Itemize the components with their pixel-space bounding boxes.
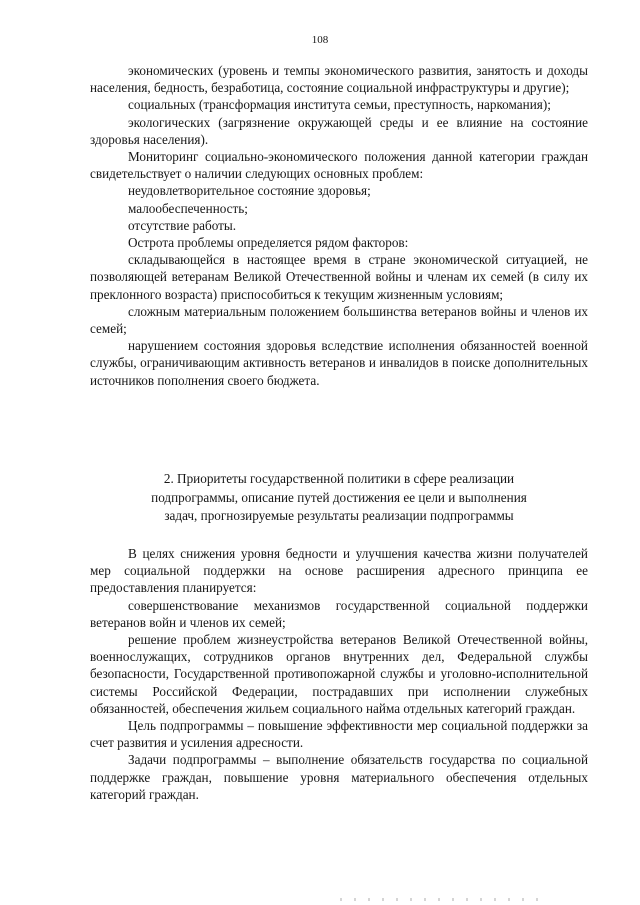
body-text-top xyxy=(90,62,588,389)
paragraph: совершенствование механизмов государственной социальной поддержки ветеранов войн и членов их семей; xyxy=(90,597,588,630)
list-item: неудовлетворительное состояние здоровья; xyxy=(128,183,371,199)
paragraph: Острота проблемы определяется рядом факторов: xyxy=(128,235,409,251)
paragraph: решение проблем жизнеустройства ветеранов Великой Отечественной войны, военнослужащих, сотрудников органов внутренних дел, Федеральной службы безопасности, Государственной противопожарной службы и уголовно-исполнительной системы Российской Федерации, пострадавших при исполнении служебных обязанностей, обеспечения жильем социального найма отдельных категорий граждан. xyxy=(90,632,588,716)
paragraph: сложным материальным положением большинства ветеранов войны и членов их семей; xyxy=(90,303,588,337)
scan-artifact xyxy=(340,898,550,901)
section-heading xyxy=(90,470,588,526)
paragraph: Цель подпрограммы – повышение эффективности мер социальной поддержки за счет развития и усиления адресности. xyxy=(90,718,588,751)
section-heading-line: подпрограммы, описание путей достижения ее цели и выполнения xyxy=(151,489,527,505)
paragraph: В целях снижения уровня бедности и улучшения качества жизни получателей мер социальной поддержки на основе расширения адресного принципа ее предоставления планируется: xyxy=(90,546,588,596)
paragraph: Задачи подпрограммы – выполнение обязательств государства по социальной поддержке граждан, повышение уровня материального обеспечения отдельных категорий граждан. xyxy=(90,752,588,802)
list-item: малообеспеченность; xyxy=(128,200,248,216)
paragraph: экономических (уровень и темпы экономического развития, занятость и доходы населения, бедность, безработица, состояние социальной инфраструктуры и другие); xyxy=(90,63,588,96)
paragraph: Мониторинг социально-экономического положения данной категории граждан свидетельствует о наличии следующих основных проблем: xyxy=(90,149,588,182)
section-heading-line: задач, прогнозируемые результаты реализации подпрограммы xyxy=(164,508,514,523)
list-item: отсутствие работы. xyxy=(128,217,237,233)
section-heading-line: 2. Приоритеты государственной политики в сфере реализации xyxy=(163,471,515,486)
paragraph: складывающейся в настоящее время в стране экономической ситуацией, не позволяющей ветеранам Великой Отечественной войны и членам их семей (в силу их преклонного возраста) приспособиться к текущим жизненным условиям; xyxy=(90,252,588,302)
paragraph: экологических (загрязнение окружающей среды и ее влияние на состояние здоровья населения). xyxy=(90,114,588,147)
paragraph: социальных (трансформация института семьи, преступность, наркомания); xyxy=(128,97,551,113)
page-number: 108 xyxy=(311,34,329,46)
body-text-bottom xyxy=(90,545,588,803)
paragraph: нарушением состояния здоровья вследствие исполнения обязанностей военной службы, ограничивающим активность ветеранов и инвалидов в поиске дополнительных источников пополнения своего бюджета. xyxy=(90,338,588,388)
